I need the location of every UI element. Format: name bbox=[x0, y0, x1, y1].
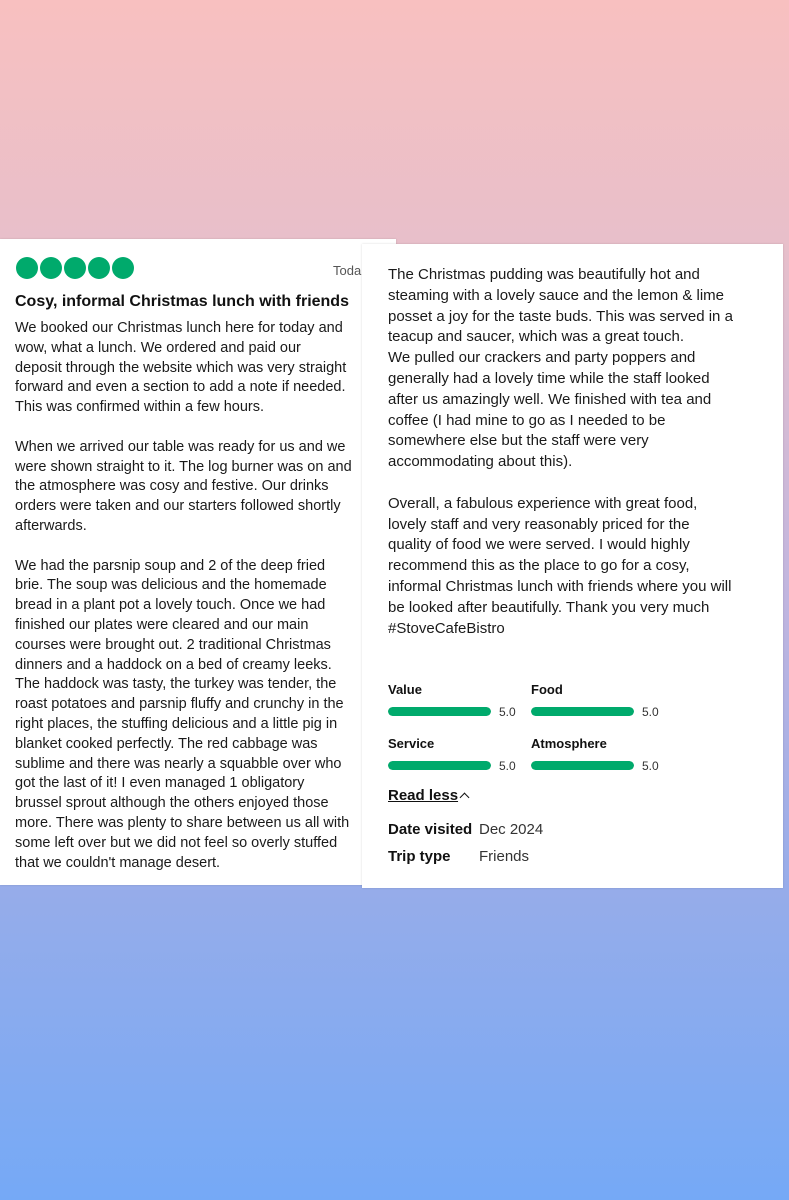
review-text-line: finished our plates were cleared and our main bbox=[15, 616, 309, 633]
review-text-line: deposit through the website which was very straight bbox=[15, 359, 347, 376]
review-text-line: We had the parsnip soup and 2 of the deep fried bbox=[15, 557, 326, 574]
sub-rating-service bbox=[388, 736, 528, 773]
review-text-line: after us amazingly well. We finished with tea and bbox=[388, 390, 712, 408]
date-visited-row bbox=[388, 821, 543, 838]
sub-rating-label: Service bbox=[388, 736, 435, 751]
sub-rating-bar bbox=[531, 707, 634, 716]
trip-type-row bbox=[388, 848, 529, 865]
rating-bubbles bbox=[16, 257, 134, 279]
review-card-left bbox=[0, 239, 396, 885]
review-body-left bbox=[15, 319, 352, 873]
review-text-line: teacup and saucer, which was a great touch. bbox=[388, 328, 685, 346]
review-text-line: right places, the stuffing delicious and a little pig in bbox=[15, 715, 338, 732]
review-text-line: generally had a lovely time while the staff looked bbox=[388, 369, 710, 387]
review-text-line: wow, what a lunch. We ordered and paid our bbox=[15, 339, 301, 356]
sub-rating-bar-fill bbox=[531, 707, 634, 716]
rating-bubble-icon bbox=[40, 257, 62, 279]
review-text-line: orders were taken and our starters followed shortly bbox=[15, 498, 341, 515]
read-less-label[interactable]: Read less bbox=[388, 787, 459, 804]
review-left-content bbox=[0, 239, 364, 885]
read-less-link[interactable] bbox=[388, 787, 468, 804]
review-title: Cosy, informal Christmas lunch with friends bbox=[15, 293, 349, 310]
sub-rating-value: 5.0 bbox=[642, 705, 659, 719]
review-text-line: bread in a plant pot a lovely touch. Once we had bbox=[15, 597, 326, 614]
rating-bubble-icon bbox=[64, 257, 86, 279]
review-text-line: steaming with a lovely sauce and the lemon & lime bbox=[388, 286, 725, 304]
sub-ratings bbox=[388, 682, 688, 782]
chevron-up-icon[interactable] bbox=[460, 793, 470, 803]
review-text-line: This was confirmed within a few hours. bbox=[15, 399, 265, 416]
review-text-line: forward and even a section to add a note if needed. bbox=[15, 379, 346, 396]
rating-bubble-icon bbox=[112, 257, 134, 279]
review-text-line: courses were brought out. 2 traditional Christmas bbox=[15, 636, 331, 653]
review-text-line: #StoveCafeBistro bbox=[388, 619, 505, 637]
sub-rating-value: 5.0 bbox=[642, 759, 659, 773]
review-text-line: brie. The soup was delicious and the homemade bbox=[15, 577, 327, 594]
sub-rating-value: 5.0 bbox=[499, 705, 516, 719]
review-text-line: got the last of it! I even managed 1 obligatory bbox=[15, 775, 305, 792]
date-visited-value: Dec 2024 bbox=[479, 821, 544, 838]
paragraph-gap bbox=[15, 537, 352, 557]
sub-rating-label: Food bbox=[531, 682, 563, 697]
review-body-right bbox=[388, 265, 733, 639]
sub-rating-value bbox=[388, 682, 528, 719]
trip-type-value: Friends bbox=[479, 848, 530, 865]
rating-bubble-icon bbox=[16, 257, 38, 279]
sub-rating-atmosphere bbox=[531, 736, 671, 773]
review-text-line: be looked after beautifully. Thank you very much bbox=[388, 598, 710, 616]
review-text-line: somewhere else but the staff were very bbox=[388, 432, 649, 450]
sub-rating-bar bbox=[531, 761, 634, 770]
review-date: Toda bbox=[333, 263, 362, 278]
review-text-line: dinners and a haddock on a bed of creamy leeks. bbox=[15, 656, 332, 673]
review-text-line: When we arrived our table was ready for us and we bbox=[15, 438, 346, 455]
review-right-content bbox=[362, 244, 783, 888]
review-card-right bbox=[362, 244, 783, 888]
sub-rating-bar bbox=[388, 707, 491, 716]
review-text-line: lovely staff and very reasonably priced for the bbox=[388, 515, 690, 533]
rating-bubble-icon bbox=[88, 257, 110, 279]
paragraph-gap bbox=[15, 418, 352, 438]
review-text-line: the atmosphere was cosy and festive. Our drinks bbox=[15, 478, 329, 495]
review-text-line: The haddock was tasty, the turkey was tender, the bbox=[15, 676, 337, 693]
review-text-line: roast potatoes and parsnip fluffy and crunchy in the bbox=[15, 696, 344, 713]
review-text-line: brussel sprout although the others enjoyed those bbox=[15, 795, 329, 812]
review-text-line: some left over but we did not feel so overly stuffed bbox=[15, 834, 338, 851]
sub-rating-label: Atmosphere bbox=[531, 736, 607, 751]
review-text-line: blanket cooked perfectly. The red cabbage was bbox=[15, 735, 318, 752]
trip-type-label: Trip type bbox=[388, 848, 451, 865]
review-text-line: were shown straight to it. The log burner was on and bbox=[15, 458, 352, 475]
review-text-line: We pulled our crackers and party poppers and bbox=[388, 349, 696, 367]
sub-rating-bar bbox=[388, 761, 491, 770]
review-text-line: coffee (I had mine to go as I needed to be bbox=[388, 411, 666, 429]
paragraph-gap bbox=[388, 473, 733, 494]
sub-rating-label: Value bbox=[388, 682, 422, 697]
review-text-line: recommend this as the place to go for a cosy, bbox=[388, 557, 690, 575]
review-text-line: We booked our Christmas lunch here for today and bbox=[15, 320, 343, 336]
review-text-line: Overall, a fabulous experience with great food, bbox=[388, 494, 698, 512]
review-text-line: that we couldn't manage desert. bbox=[15, 854, 221, 871]
review-text-line: The Christmas pudding was beautifully hot and bbox=[388, 266, 700, 283]
review-text-line: accommodating about this). bbox=[388, 453, 573, 471]
sub-rating-value: 5.0 bbox=[499, 759, 516, 773]
review-text-line: quality of food we were served. I would highly bbox=[388, 536, 690, 554]
review-text-line: informal Christmas lunch with friends where you will bbox=[388, 577, 732, 595]
review-text-line: sublime and there was nearly a squabble over who bbox=[15, 755, 342, 772]
review-text-line: afterwards. bbox=[15, 517, 87, 534]
date-visited-label: Date visited bbox=[388, 821, 473, 838]
sub-rating-bar-fill bbox=[531, 761, 634, 770]
sub-rating-bar-fill bbox=[388, 707, 491, 716]
sub-rating-food bbox=[531, 682, 671, 719]
review-text-line: posset a joy for the taste buds. This was served in a bbox=[388, 307, 733, 325]
review-text-line: more. There was plenty to share between us all with bbox=[15, 814, 350, 831]
sub-rating-bar-fill bbox=[388, 761, 491, 770]
